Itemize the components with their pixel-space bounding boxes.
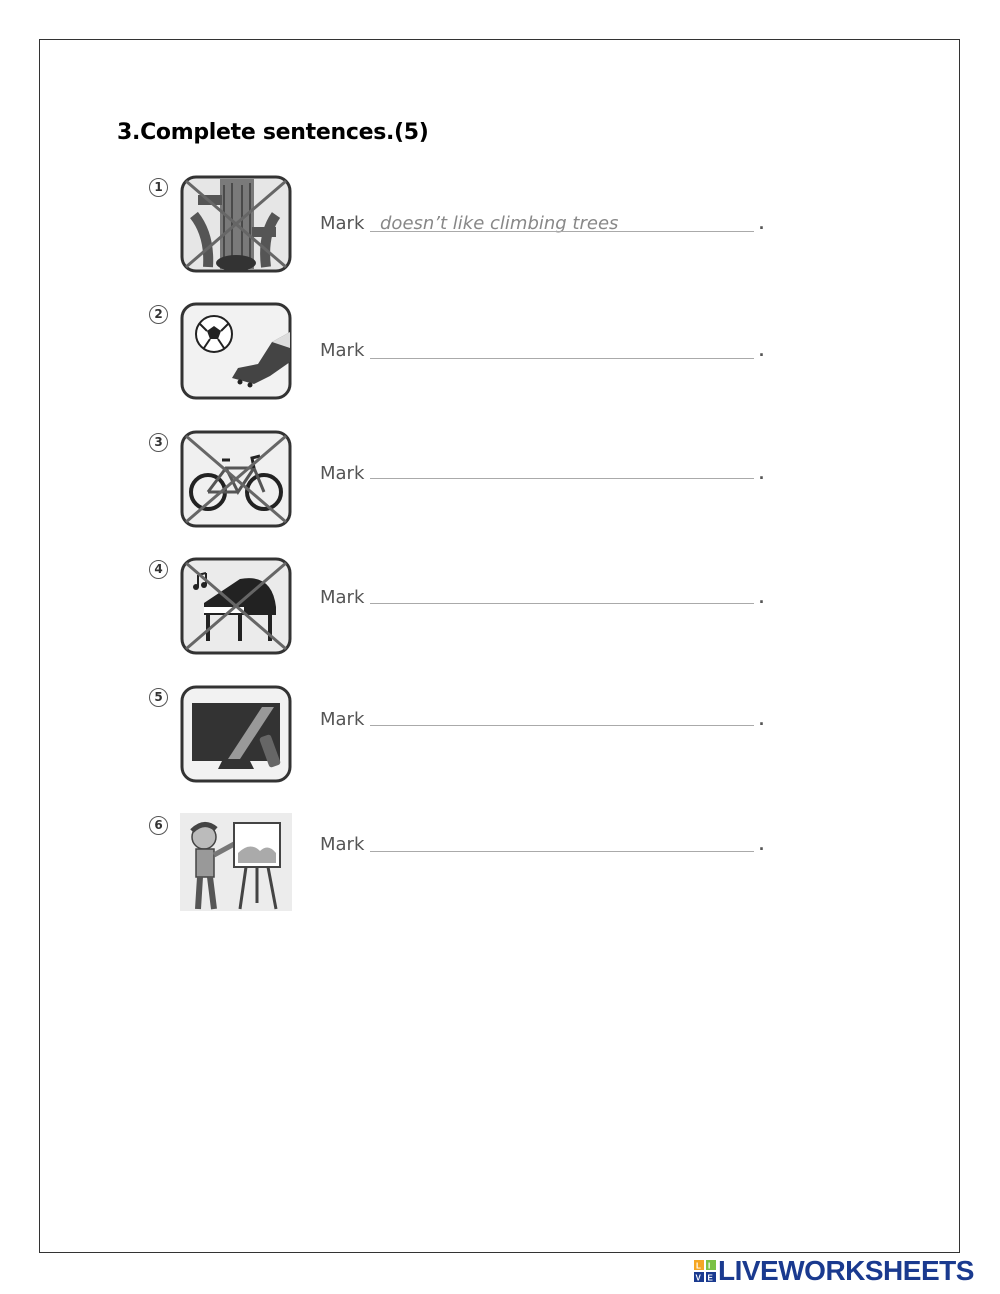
- sentence-subject: Mark: [320, 463, 365, 484]
- sentence-subject: Mark: [320, 834, 365, 855]
- svg-text:L: L: [696, 1261, 701, 1271]
- item-number: 5: [149, 688, 168, 707]
- sentence-period: .: [759, 709, 765, 729]
- sentence-period: .: [759, 340, 765, 360]
- item-number: 1: [149, 178, 168, 197]
- liveworksheets-brand[interactable]: [694, 1256, 974, 1286]
- item-number: 6: [149, 816, 168, 835]
- sentence-period: .: [759, 463, 765, 483]
- football-picture: [180, 302, 292, 400]
- bike-crossed-picture: [180, 430, 292, 528]
- climbing-trees-crossed-picture: [180, 175, 292, 273]
- answer-line[interactable]: [370, 478, 754, 479]
- sentence-subject: Mark: [320, 709, 365, 730]
- answer-line[interactable]: [370, 851, 754, 852]
- svg-text:I: I: [708, 1261, 711, 1271]
- example-answer: doesn’t like climbing trees: [380, 213, 619, 234]
- item-number: 4: [149, 560, 168, 579]
- exercise-item-5: [0, 685, 1000, 795]
- sentence-period: .: [759, 213, 765, 233]
- sentence-subject: Mark: [320, 587, 365, 608]
- piano-crossed-picture: [180, 557, 292, 655]
- svg-text:E: E: [707, 1273, 713, 1282]
- tv-picture: [180, 685, 292, 783]
- item-number: 2: [149, 305, 168, 324]
- exercise-item-2: [0, 302, 1000, 412]
- brand-name: LIVEWORKSHEETS: [718, 1255, 974, 1286]
- answer-line[interactable]: [370, 725, 754, 726]
- answer-line[interactable]: [370, 231, 754, 232]
- svg-text:V: V: [695, 1273, 701, 1282]
- sentence-subject: Mark: [320, 213, 365, 234]
- item-number: 3: [149, 433, 168, 452]
- sentence-period: .: [759, 834, 765, 854]
- sentence-subject: Mark: [320, 340, 365, 361]
- boy-painting-picture: [180, 813, 292, 911]
- exercise-item-1: [0, 175, 1000, 285]
- answer-line[interactable]: [370, 603, 754, 604]
- sentence-period: .: [759, 587, 765, 607]
- exercise-item-4: [0, 557, 1000, 667]
- answer-line[interactable]: [370, 358, 754, 359]
- exercise-title: 3.Complete sentences.(5): [117, 120, 429, 145]
- liveworksheets-logo-icon: [694, 1260, 716, 1282]
- exercise-item-6: [0, 813, 1000, 923]
- exercise-item-3: [0, 430, 1000, 540]
